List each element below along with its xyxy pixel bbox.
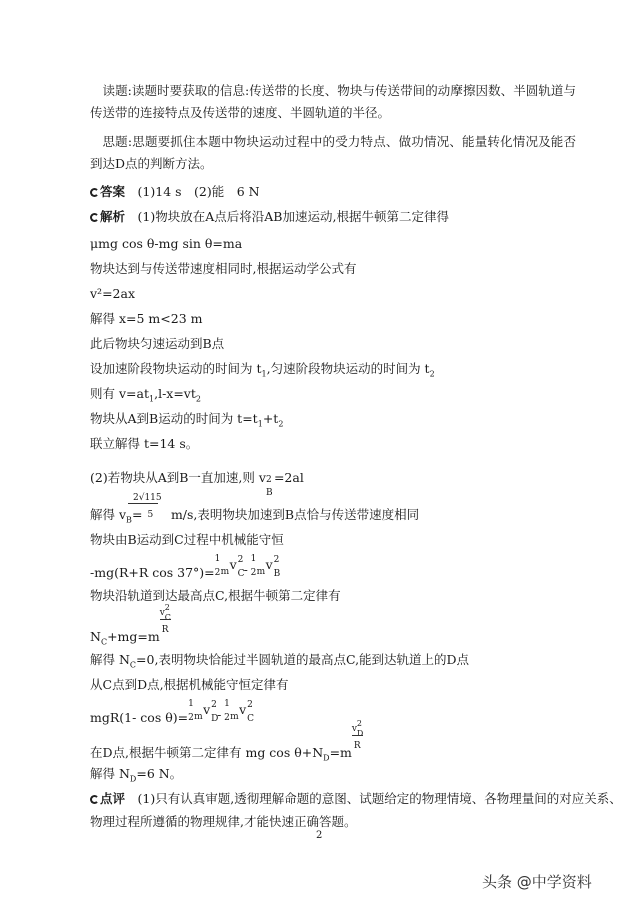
text-nc-zero: 解得 $N_C=0$,表明物块恰能过半圆轨道的最高点C,能到达轨道上的D点	[90, 652, 470, 670]
text-uniform: 此后物块匀速运动到B点	[90, 336, 225, 351]
text-times: 设加速阶段物块运动的时间为 $t_1$,匀速阶段物块运动的时间为 $t_2$	[90, 361, 435, 379]
equation-total-time: 物块从A到B运动的时间为 $t=t_1+t_2$	[90, 411, 284, 429]
answer-line: 答案 (1)14 s (2)能 6 N	[90, 184, 260, 200]
para-thinking: 思题:思题要抓住本题中物块运动过程中的受力特点、做功情况、能量转化情况及能否到达D点的判断方法。	[90, 134, 576, 171]
review-line-2: 物理过程所遵循的物理规律,才能快速正确答题。	[90, 814, 357, 829]
c-mark-icon	[90, 188, 99, 197]
analysis-line: 解析 (1)物块放在A点后将沿AB加速运动,根据牛顿第二定律得	[90, 209, 449, 225]
c-mark-icon	[90, 213, 99, 222]
text-speed-match: 物块达到与传送带速度相同时,根据运动学公式有	[90, 261, 357, 276]
equation-d-point: 在D点,根据牛顿第二定律有 mg $\cos \theta+N_D=m$ v 2 D R	[90, 719, 364, 763]
text-solve-t: 联立解得 t=14 s。	[90, 436, 199, 451]
para-reading: 读题:读题时要获取的信息:传送带的长度、物块与传送带间的动摩擦因数、半圆轨道与传送带的连接特点及传送带的速度、半圆轨道的半径。	[90, 83, 576, 120]
fraction-bar	[128, 503, 158, 504]
equation-times: 则有 $v=at_1,l-x=vt_2$	[90, 386, 201, 404]
equation-energy-cd: mgR(1- cos θ)= 1 2 m v 2 D - 1 2 m v 2 C	[90, 699, 254, 725]
equation-x: 解得 x=5 m<23 m	[90, 311, 203, 326]
watermark: 头条 @中学资料	[482, 873, 592, 891]
text-nd: 解得 $N_D=6$ N。	[90, 766, 183, 784]
review-line-1: 点评 (1)只有认真审题,透彻理解命题的意图、试题给定的物理情境、各物理量间的对应关系、	[90, 791, 622, 807]
c-mark-icon	[90, 795, 99, 804]
equation-nc: $N_C+mg=m$ v 2 C R	[90, 603, 171, 647]
text-top-point: 物块沿轨道到达最高点C,根据牛顿第二定律有	[90, 588, 341, 603]
equation-newton: μmg cos θ-mg sin θ=ma	[90, 236, 243, 251]
text-energy-conservation: 物块由B运动到C过程中机械能守恒	[90, 532, 284, 547]
equation-kinematics: v²=2ax	[90, 286, 136, 301]
text-c-to-d: 从C点到D点,根据机械能守恒定律有	[90, 677, 289, 692]
equation-energy-bc: -mg(R+R cos 37°)= 1 2 m v 2 C - 1 2 m v 2 B	[90, 554, 281, 580]
text-part2: (2)若物块从A到B一直加速,则 v 2 B =2al	[90, 470, 304, 498]
page-number: 2	[316, 830, 323, 841]
vB-numerator: 2√115	[133, 493, 162, 503]
equation-vB: 解得 $v_B= 5$ m/s,表明物块加速到B点恰与传送带速度相同	[90, 507, 420, 525]
